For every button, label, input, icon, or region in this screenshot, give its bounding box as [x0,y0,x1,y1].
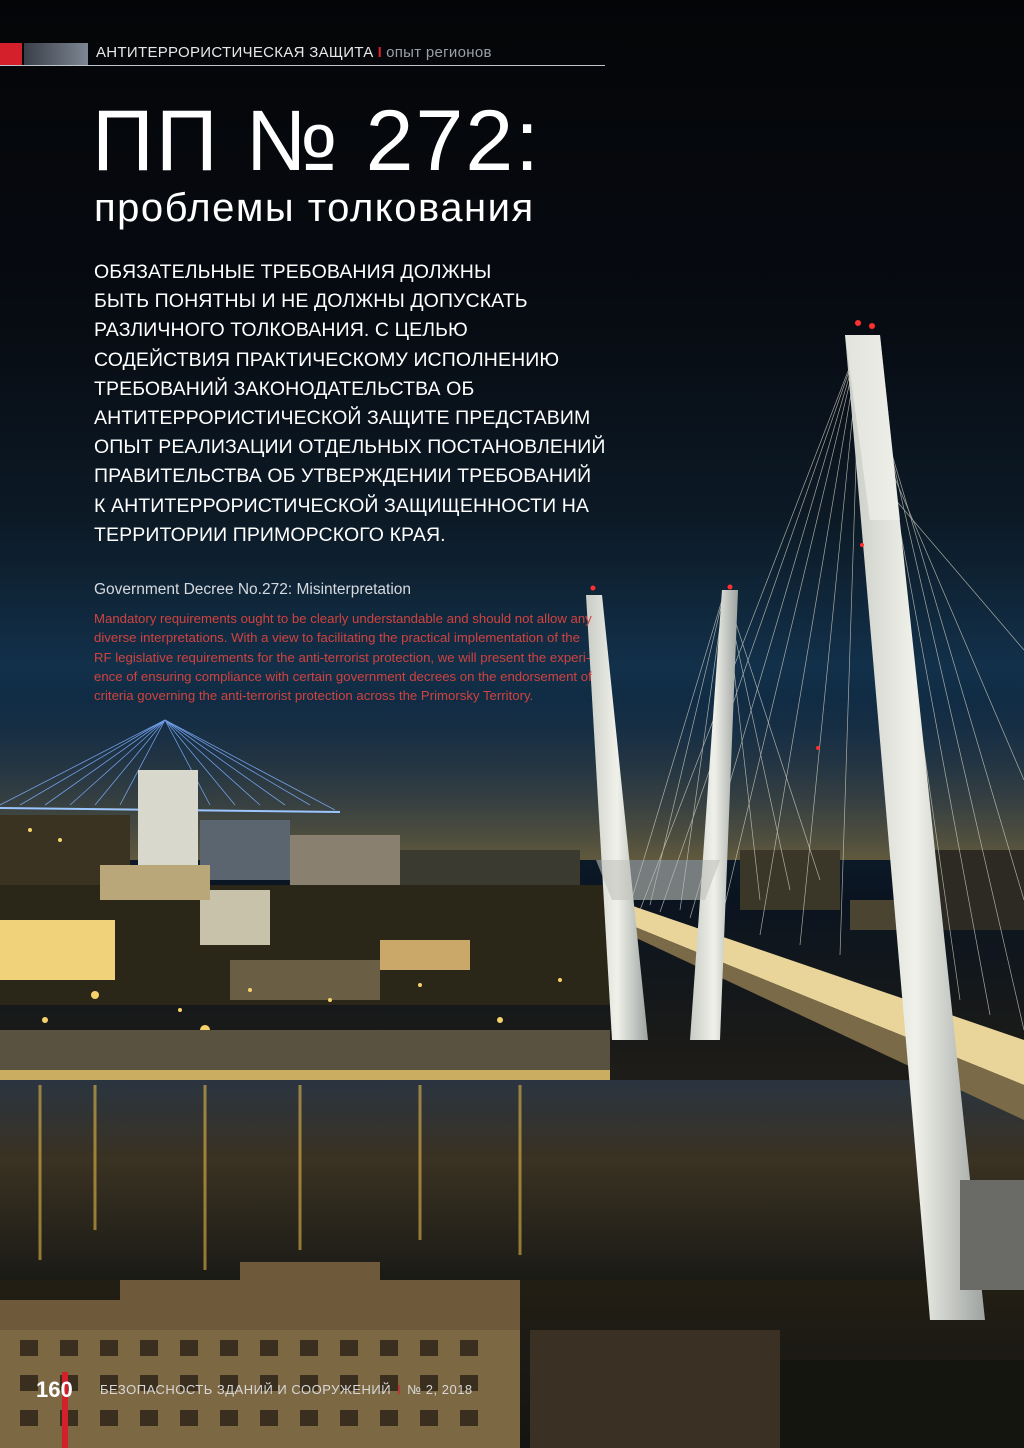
lead-line: ОПЫТ РЕАЛИЗАЦИИ ОТДЕЛЬНЫХ ПОСТАНОВЛЕНИЙ [94,436,606,459]
english-summary [94,609,674,705]
lead-line: ПРАВИТЕЛЬСТВА ОБ УТВЕРЖДЕНИИ ТРЕБОВАНИЙ [94,465,592,488]
page-number: 160 [36,1377,73,1402]
lead-line: ТЕРРИТОРИИ ПРИМОРСКОГО КРАЯ. [94,523,446,546]
lead-line: ТРЕБОВАНИЙ ЗАКОНОДАТЕЛЬСТВА ОБ [94,377,475,400]
lead-line: ОБЯЗАТЕЛЬНЫЕ ТРЕБОВАНИЯ ДОЛЖНЫ [94,261,492,283]
lead-line: РАЗЛИЧНОГО ТОЛКОВАНИЯ. С ЦЕЛЬЮ [94,319,468,342]
lead-line: АНТИТЕРРОРИСТИЧЕСКОЙ ЗАЩИТЕ ПРЕДСТАВИМ [94,407,591,430]
lead-line: СОДЕЙСТВИЯ ПРАКТИЧЕСКОМУ ИСПОЛНЕНИЮ [94,348,560,371]
header-rule [0,65,605,66]
english-line: RF legislative requirements for the anti-terrorist protection, we will present the experi- [94,649,591,665]
english-line: ence of ensuring compliance with certain government decrees on the endorsement of [94,668,592,684]
section-header [96,44,492,61]
section-separator: I [377,44,383,61]
lead-paragraph [94,258,694,550]
bridge-deck [630,905,1024,1085]
lead-line: БЫТЬ ПОНЯТНЫ И НЕ ДОЛЖНЫ ДОПУСКАТЬ [94,290,528,313]
english-line: criteria governing the anti-terrorist protection across the Primorsky Territory. [94,688,534,704]
section-label: АНТИТЕРРОРИСТИЧЕСКАЯ ЗАЩИТА [96,44,374,61]
issue-number: № 2, 2018 [407,1382,473,1397]
article-title: ПП № 272: [92,93,542,189]
english-line: diverse interpretations. With a view to facilitating the practical implementation of the [94,630,580,646]
subsection-label: опыт регионов [386,44,492,61]
header-red-block [0,43,22,65]
magazine-name: БЕЗОПАСНОСТЬ ЗДАНИЙ И СООРУЖЕНИЙ [100,1382,392,1397]
footer-separator: I [397,1382,402,1397]
article-subtitle: проблемы толкования [94,186,535,230]
english-line: Mandatory requirements ought to be clearly understandable and should not allow any [94,611,592,626]
foreground-building [0,1262,520,1448]
footer-info [100,1382,473,1397]
header-gray-block [24,43,88,65]
lead-line: К АНТИТЕРРОРИСТИЧЕСКОЙ ЗАЩИЩЕННОСТИ НА [94,494,590,517]
english-title: Government Decree No.272: Misinterpretation [94,581,412,598]
